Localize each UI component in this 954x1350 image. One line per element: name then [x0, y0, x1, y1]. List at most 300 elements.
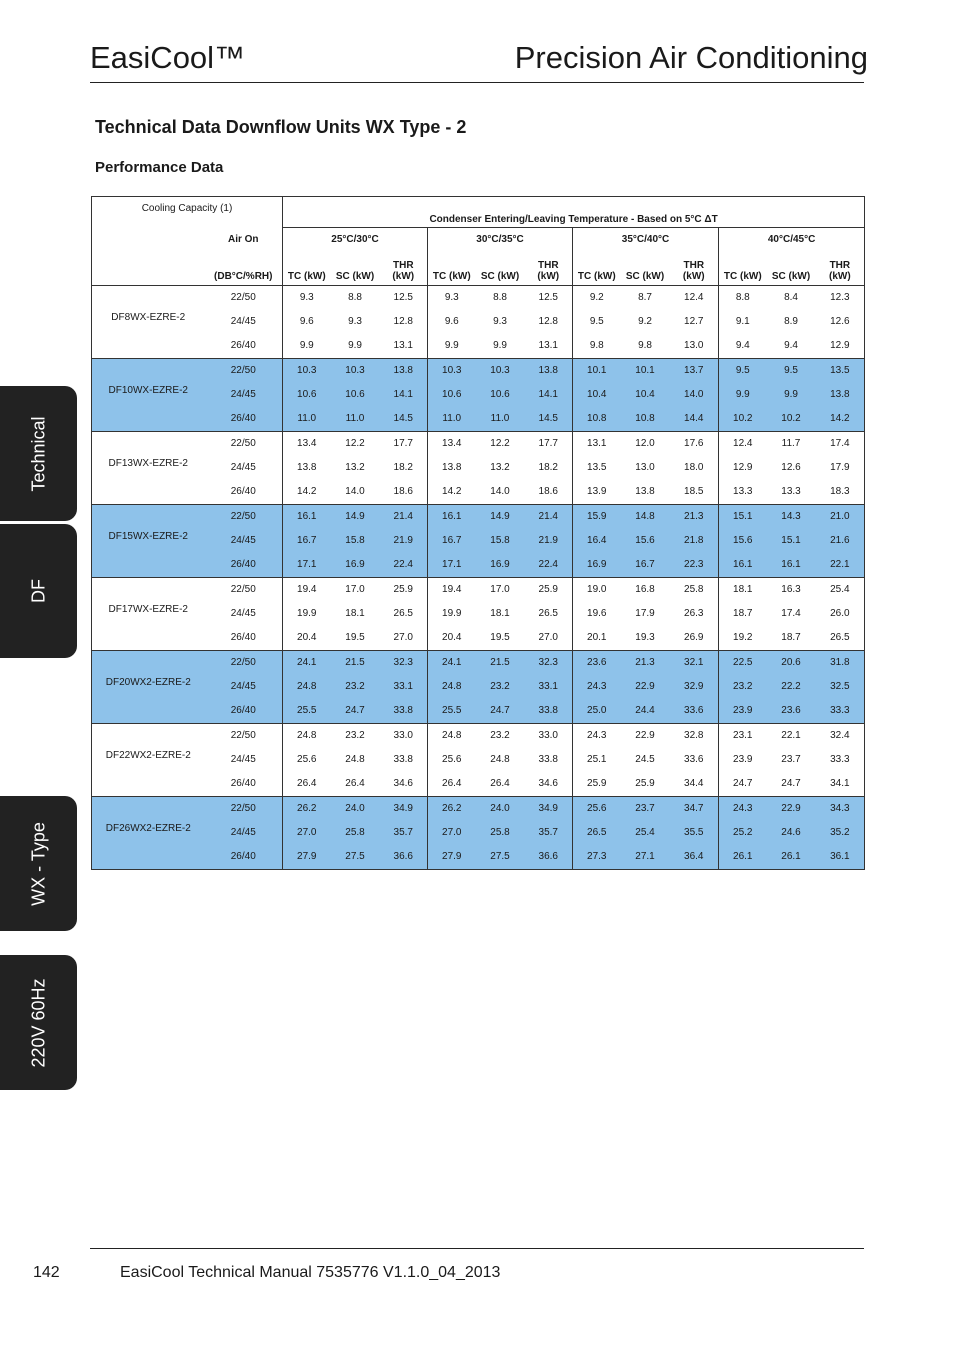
table-row — [92, 504, 865, 529]
value-cell: 11.0 — [331, 407, 380, 432]
thr-label: THR — [829, 259, 851, 271]
value-cell: 22.9 — [621, 675, 670, 699]
value-cell: 9.9 — [493, 340, 507, 351]
value-cell: 26.1 — [767, 845, 816, 870]
section-title: Technical Data Downflow Units WX Type - 2 — [95, 117, 467, 137]
col-header-tc: TC (kW) — [573, 252, 621, 286]
value-cell: 18.6 — [538, 486, 558, 497]
value-cell: 27.9 — [283, 845, 331, 870]
value-cell: 22.9 — [767, 796, 816, 821]
model-group — [92, 723, 865, 796]
value-cell: 33.1 — [525, 675, 573, 699]
col-header-sc: SC (kW) — [771, 270, 811, 282]
value-cell: 14.0 — [670, 383, 719, 407]
value-cell: 20.4 — [428, 626, 476, 651]
value-cell: 24.0 — [476, 796, 525, 821]
value-cell: 32.5 — [816, 675, 865, 699]
value-cell: 8.8 — [331, 285, 380, 310]
value-cell: 21.0 — [816, 504, 865, 529]
col-header-thr — [670, 252, 719, 286]
side-tab-voltage[interactable] — [0, 955, 77, 1090]
value-cell: 14.1 — [380, 383, 428, 407]
value-cell: 19.4 — [283, 577, 331, 602]
side-tab-wx-type[interactable] — [0, 796, 77, 931]
value-cell: 9.6 — [283, 310, 331, 334]
value-cell: 18.5 — [684, 486, 704, 497]
air-on-value: 24/45 — [205, 675, 283, 699]
value-cell: 17.9 — [830, 462, 850, 473]
value-cell: 16.1 — [767, 553, 816, 578]
temp-header: 40°C/45°C — [719, 227, 865, 252]
value-cell: 22.5 — [719, 650, 767, 675]
value-cell: 19.5 — [345, 632, 365, 643]
air-on-value: 22/50 — [205, 504, 283, 529]
value-cell: 9.2 — [638, 316, 652, 327]
side-tab-label: DF — [28, 579, 48, 603]
value-cell: 12.6 — [830, 316, 850, 327]
value-cell: 10.4 — [621, 383, 670, 407]
value-cell: 14.4 — [670, 407, 719, 432]
value-cell: 27.0 — [393, 632, 413, 643]
value-cell: 16.1 — [719, 553, 767, 578]
value-cell: 21.9 — [525, 529, 573, 553]
col-header-thr — [816, 252, 865, 286]
value-cell: 21.4 — [380, 504, 428, 529]
value-cell: 35.7 — [380, 821, 428, 845]
header-divider — [90, 82, 864, 83]
model-name: DF10WX-EZRE-2 — [92, 358, 205, 431]
value-cell: 25.4 — [621, 821, 670, 845]
value-cell: 19.4 — [428, 577, 476, 602]
value-cell: 26.5 — [538, 608, 558, 619]
value-cell: 18.2 — [393, 462, 413, 473]
temp-header: 25°C/30°C — [283, 227, 428, 252]
value-cell: 23.7 — [621, 796, 670, 821]
value-cell: 15.8 — [476, 529, 525, 553]
value-cell: 24.8 — [283, 723, 331, 748]
model-name: DF8WX-EZRE-2 — [92, 285, 205, 358]
value-cell: 12.7 — [684, 316, 704, 327]
col-header-tc: TC (kW) — [719, 252, 767, 286]
header-brand: EasiCool™ — [90, 40, 246, 75]
value-cell: 17.4 — [781, 608, 801, 619]
air-on-value: 26/40 — [230, 340, 256, 351]
value-cell: 26.4 — [345, 778, 365, 789]
table-row — [92, 529, 865, 553]
air-on-value: 24/45 — [205, 821, 283, 845]
value-cell: 33.8 — [525, 699, 573, 724]
value-cell: 18.6 — [393, 486, 413, 497]
value-cell: 22.9 — [621, 723, 670, 748]
value-cell: 13.2 — [345, 462, 365, 473]
thr-label: THR — [683, 259, 705, 271]
value-cell: 25.9 — [635, 778, 655, 789]
value-cell: 21.6 — [816, 529, 865, 553]
value-cell: 13.9 — [573, 480, 621, 505]
value-cell: 34.1 — [830, 778, 850, 789]
value-cell: 18.1 — [490, 608, 510, 619]
value-cell: 14.9 — [331, 504, 380, 529]
value-cell: 21.5 — [331, 650, 380, 675]
value-cell: 22.4 — [380, 553, 428, 578]
side-tab-technical[interactable] — [0, 386, 77, 521]
model-name: DF13WX-EZRE-2 — [92, 431, 205, 504]
value-cell: 14.8 — [621, 504, 670, 529]
value-cell: 32.4 — [816, 723, 865, 748]
value-cell: 12.9 — [830, 340, 850, 351]
value-cell: 23.2 — [719, 675, 767, 699]
value-cell: 12.5 — [525, 285, 573, 310]
page-number: 142 — [33, 1264, 60, 1281]
model-group — [92, 577, 865, 650]
value-cell: 10.6 — [331, 383, 380, 407]
value-cell: 27.3 — [573, 845, 621, 870]
air-on-value: 22/50 — [205, 285, 283, 310]
value-cell: 10.1 — [621, 358, 670, 383]
value-cell: 20.4 — [283, 626, 331, 651]
value-cell: 22.1 — [767, 723, 816, 748]
value-cell: 15.8 — [331, 529, 380, 553]
value-cell: 16.8 — [621, 577, 670, 602]
sub-title: Performance Data — [95, 159, 224, 176]
value-cell: 14.2 — [428, 480, 476, 505]
value-cell: 23.7 — [781, 754, 801, 765]
air-on-value: 24/45 — [230, 462, 256, 473]
table-row — [92, 310, 865, 334]
performance-table — [91, 196, 865, 870]
value-cell: 12.5 — [380, 285, 428, 310]
air-on-label: Air On — [227, 233, 259, 245]
model-group — [92, 650, 865, 723]
value-cell: 16.9 — [331, 553, 380, 578]
value-cell: 11.0 — [428, 407, 476, 432]
side-tab-df[interactable] — [0, 524, 77, 658]
model-name: DF26WX2-EZRE-2 — [92, 796, 205, 869]
value-cell: 25.1 — [573, 748, 621, 772]
value-cell: 17.0 — [476, 577, 525, 602]
col-header-tc: TC (kW) — [283, 252, 331, 286]
value-cell: 32.9 — [670, 675, 719, 699]
value-cell: 24.7 — [781, 778, 801, 789]
value-cell: 33.6 — [684, 754, 704, 765]
thr-unit: (kW) — [392, 270, 415, 282]
value-cell: 33.8 — [380, 699, 428, 724]
value-cell: 13.5 — [816, 358, 865, 383]
value-cell: 26.9 — [684, 632, 704, 643]
value-cell: 21.8 — [670, 529, 719, 553]
value-cell: 13.3 — [781, 486, 801, 497]
value-cell: 36.4 — [670, 845, 719, 870]
model-group — [92, 431, 865, 504]
value-cell: 9.5 — [573, 310, 621, 334]
model-group — [92, 504, 865, 577]
value-cell: 25.6 — [573, 796, 621, 821]
value-cell: 27.0 — [428, 821, 476, 845]
air-on-value: 22/50 — [205, 577, 283, 602]
air-on-value: 26/40 — [230, 632, 256, 643]
value-cell: 25.8 — [476, 821, 525, 845]
value-cell: 16.3 — [767, 577, 816, 602]
value-cell: 27.5 — [476, 845, 525, 870]
table-row — [92, 626, 865, 651]
air-on-value: 24/45 — [230, 316, 256, 327]
value-cell: 24.8 — [345, 754, 365, 765]
value-cell: 27.0 — [538, 632, 558, 643]
value-cell: 8.8 — [476, 285, 525, 310]
value-cell: 24.8 — [283, 675, 331, 699]
air-on-value: 22/50 — [205, 358, 283, 383]
thr-unit: (kW) — [537, 270, 560, 282]
value-cell: 21.3 — [621, 650, 670, 675]
value-cell: 33.3 — [830, 754, 850, 765]
side-tab-label: WX - Type — [28, 821, 48, 906]
table-row — [92, 748, 865, 772]
value-cell: 24.3 — [573, 675, 621, 699]
table-row — [92, 285, 865, 310]
value-cell: 14.2 — [283, 480, 331, 505]
value-cell: 18.2 — [538, 462, 558, 473]
value-cell: 24.0 — [331, 796, 380, 821]
value-cell: 13.8 — [283, 456, 331, 480]
temp-header: 30°C/35°C — [428, 227, 573, 252]
value-cell: 24.8 — [490, 754, 510, 765]
value-cell: 14.5 — [380, 407, 428, 432]
value-cell: 12.4 — [719, 431, 767, 456]
footer-divider — [90, 1248, 864, 1249]
value-cell: 8.9 — [784, 316, 798, 327]
value-cell: 14.1 — [525, 383, 573, 407]
air-on-value: 24/45 — [205, 383, 283, 407]
table-row — [92, 431, 865, 456]
thr-label: THR — [537, 259, 559, 271]
value-cell: 12.2 — [331, 431, 380, 456]
value-cell: 25.5 — [283, 699, 331, 724]
value-cell: 19.3 — [635, 632, 655, 643]
value-cell: 34.9 — [525, 796, 573, 821]
value-cell: 9.9 — [767, 383, 816, 407]
thr-unit: (kW) — [682, 270, 705, 282]
value-cell: 14.5 — [525, 407, 573, 432]
model-group — [92, 285, 865, 358]
value-cell: 27.0 — [283, 821, 331, 845]
value-cell: 23.6 — [767, 699, 816, 724]
value-cell: 32.3 — [380, 650, 428, 675]
value-cell: 17.7 — [380, 431, 428, 456]
value-cell: 12.3 — [816, 285, 865, 310]
value-cell: 16.9 — [476, 553, 525, 578]
value-cell: 9.8 — [573, 334, 621, 359]
value-cell: 18.1 — [345, 608, 365, 619]
value-cell: 23.1 — [719, 723, 767, 748]
value-cell: 18.1 — [719, 577, 767, 602]
value-cell: 24.8 — [428, 723, 476, 748]
thr-label: THR — [392, 259, 414, 271]
value-cell: 20.1 — [573, 626, 621, 651]
col-header-sc: SC (kW) — [625, 270, 665, 282]
value-cell: 24.1 — [428, 650, 476, 675]
value-cell: 12.8 — [538, 316, 558, 327]
model-group — [92, 358, 865, 431]
col-header-tc: TC (kW) — [428, 252, 476, 286]
value-cell: 17.6 — [670, 431, 719, 456]
value-cell: 22.3 — [670, 553, 719, 578]
value-cell: 10.3 — [428, 358, 476, 383]
value-cell: 21.4 — [525, 504, 573, 529]
value-cell: 13.7 — [670, 358, 719, 383]
value-cell: 35.5 — [670, 821, 719, 845]
value-cell: 9.3 — [493, 316, 507, 327]
value-cell: 9.6 — [428, 310, 476, 334]
value-cell: 31.8 — [816, 650, 865, 675]
value-cell: 10.8 — [621, 407, 670, 432]
air-on-value: 24/45 — [230, 754, 256, 765]
value-cell: 9.5 — [719, 358, 767, 383]
table-row — [92, 334, 865, 359]
side-tab-label: 220V 60Hz — [28, 977, 48, 1068]
value-cell: 14.3 — [767, 504, 816, 529]
value-cell: 13.8 — [635, 486, 655, 497]
value-cell: 26.4 — [428, 772, 476, 797]
value-cell: 34.3 — [816, 796, 865, 821]
value-cell: 10.1 — [573, 358, 621, 383]
table-row — [92, 772, 865, 797]
value-cell: 11.7 — [767, 431, 816, 456]
value-cell: 9.5 — [767, 358, 816, 383]
value-cell: 35.2 — [816, 821, 865, 845]
value-cell: 10.8 — [573, 407, 621, 432]
air-on-value: 26/40 — [230, 778, 256, 789]
value-cell: 13.8 — [428, 456, 476, 480]
side-tab-label: Technical — [28, 415, 48, 492]
table-row — [92, 553, 865, 578]
value-cell: 33.8 — [393, 754, 413, 765]
value-cell: 13.8 — [380, 358, 428, 383]
air-on-value: 26/40 — [205, 407, 283, 432]
model-name: DF20WX2-EZRE-2 — [92, 650, 205, 723]
value-cell: 19.5 — [490, 632, 510, 643]
value-cell: 12.2 — [476, 431, 525, 456]
value-cell: 11.0 — [476, 407, 525, 432]
value-cell: 19.9 — [428, 602, 476, 626]
value-cell: 24.8 — [428, 675, 476, 699]
value-cell: 24.7 — [476, 699, 525, 724]
table-row — [92, 650, 865, 675]
value-cell: 16.4 — [573, 529, 621, 553]
value-cell: 20.6 — [767, 650, 816, 675]
table-row — [92, 480, 865, 505]
value-cell: 23.9 — [719, 699, 767, 724]
value-cell: 14.0 — [345, 486, 365, 497]
air-on-value: 26/40 — [205, 553, 283, 578]
col-header-thr — [525, 252, 573, 286]
value-cell: 13.1 — [573, 431, 621, 456]
thr-unit: (kW) — [829, 270, 851, 282]
air-on-value: 24/45 — [230, 608, 256, 619]
value-cell: 13.8 — [816, 383, 865, 407]
table-row — [92, 796, 865, 821]
table-row — [92, 602, 865, 626]
value-cell: 16.7 — [428, 529, 476, 553]
value-cell: 16.7 — [621, 553, 670, 578]
value-cell: 24.6 — [767, 821, 816, 845]
air-on-value: 26/40 — [205, 699, 283, 724]
table-row — [92, 675, 865, 699]
value-cell: 26.5 — [573, 821, 621, 845]
value-cell: 34.6 — [393, 778, 413, 789]
value-cell: 26.2 — [428, 796, 476, 821]
value-cell: 26.4 — [283, 772, 331, 797]
value-cell: 9.9 — [283, 334, 331, 359]
value-cell: 23.6 — [573, 650, 621, 675]
value-cell: 13.1 — [538, 340, 558, 351]
value-cell: 17.4 — [816, 431, 865, 456]
value-cell: 14.9 — [476, 504, 525, 529]
value-cell: 9.3 — [348, 316, 362, 327]
value-cell: 17.1 — [283, 553, 331, 578]
value-cell: 26.5 — [830, 632, 850, 643]
value-cell: 25.9 — [380, 577, 428, 602]
value-cell: 21.9 — [380, 529, 428, 553]
value-cell: 22.2 — [767, 675, 816, 699]
value-cell: 33.0 — [380, 723, 428, 748]
value-cell: 24.4 — [621, 699, 670, 724]
value-cell: 10.3 — [283, 358, 331, 383]
value-cell: 15.1 — [719, 504, 767, 529]
value-cell: 32.3 — [525, 650, 573, 675]
value-cell: 10.4 — [573, 383, 621, 407]
value-cell: 10.6 — [428, 383, 476, 407]
value-cell: 18.0 — [684, 462, 704, 473]
value-cell: 13.8 — [525, 358, 573, 383]
air-on-value: 22/50 — [205, 650, 283, 675]
value-cell: 26.2 — [283, 796, 331, 821]
value-cell: 32.1 — [670, 650, 719, 675]
model-name: DF15WX-EZRE-2 — [92, 504, 205, 577]
value-cell: 10.3 — [331, 358, 380, 383]
value-cell: 33.6 — [670, 699, 719, 724]
model-name: DF22WX2-EZRE-2 — [92, 723, 205, 796]
value-cell: 17.1 — [428, 553, 476, 578]
value-cell: 10.2 — [719, 407, 767, 432]
value-cell: 10.6 — [476, 383, 525, 407]
table-row — [92, 845, 865, 870]
value-cell: 12.9 — [719, 456, 767, 480]
value-cell: 32.8 — [670, 723, 719, 748]
value-cell: 26.0 — [830, 608, 850, 619]
value-cell: 10.3 — [476, 358, 525, 383]
col-header-thr — [380, 252, 428, 286]
value-cell: 13.3 — [719, 480, 767, 505]
value-cell: 34.6 — [538, 778, 558, 789]
value-cell: 18.7 — [719, 602, 767, 626]
value-cell: 26.3 — [684, 608, 704, 619]
value-cell: 13.4 — [283, 431, 331, 456]
value-cell: 13.0 — [635, 462, 655, 473]
value-cell: 34.7 — [670, 796, 719, 821]
table-row — [92, 699, 865, 724]
value-cell: 22.4 — [525, 553, 573, 578]
value-cell: 18.3 — [830, 486, 850, 497]
value-cell: 26.4 — [490, 778, 510, 789]
value-cell: 15.9 — [573, 504, 621, 529]
value-cell: 25.0 — [573, 699, 621, 724]
corner-label: Cooling Capacity (1) — [141, 203, 233, 214]
value-cell: 12.8 — [393, 316, 413, 327]
table-row — [92, 821, 865, 845]
value-cell: 25.6 — [428, 748, 476, 772]
col-header-sc: SC (kW) — [480, 270, 520, 282]
temp-header: 35°C/40°C — [573, 227, 719, 252]
